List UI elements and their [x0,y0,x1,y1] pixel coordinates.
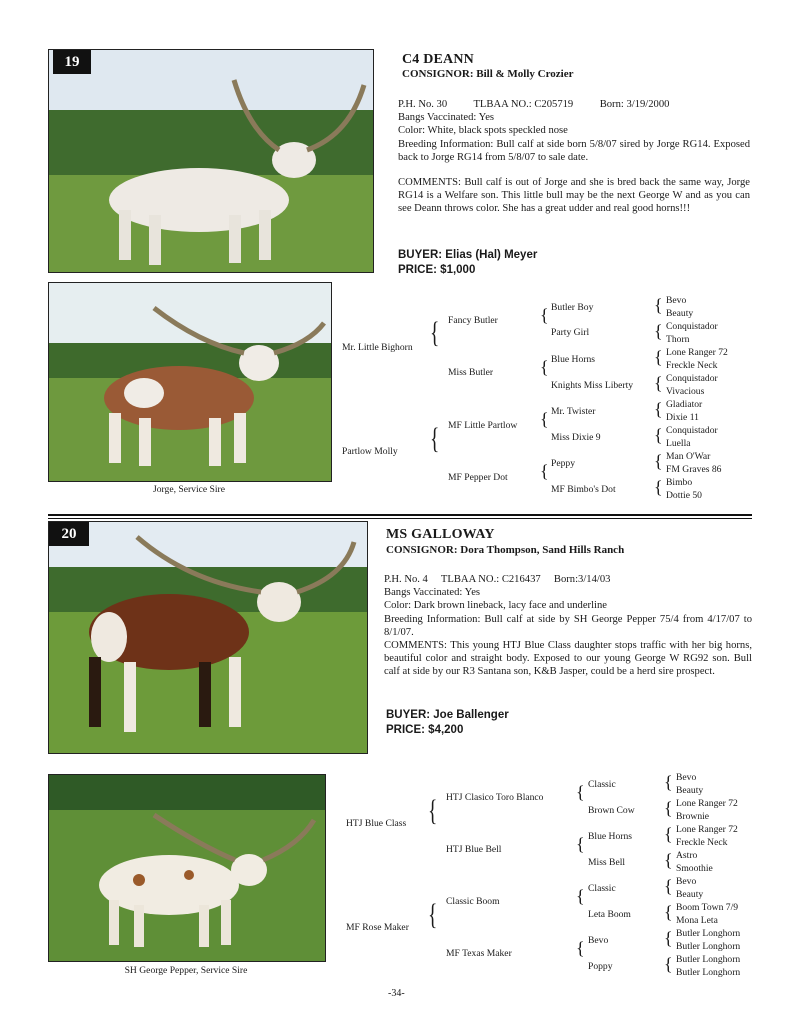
brace: { [654,477,663,497]
price: PRICE: $4,200 [386,724,464,736]
pedigree-gen3: Mr. Twister [551,406,596,417]
pedigree-gen4: Freckle Neck [666,360,718,371]
sire-photo-jorge [48,282,332,482]
pedigree-gen4: Freckle Neck [676,837,728,848]
pedigree-gen4: Bevo [676,772,697,783]
pedigree-gen4: Bimbo [666,477,693,488]
comments: COMMENTS: Bull calf is out of Jorge and she is bred back the same way, Jorge RG14 is a Welfare son. This little bull may be the next George W and as you can see Deann throws color. She has a great udder and real good horns!!! [398,177,750,215]
lot-number-badge: 19 [53,50,91,74]
lot-title: MS GALLOWAY [386,527,495,542]
pedigree-gen3: Leta Boom [588,909,631,920]
pedigree-gen4: Lone Ranger 72 [666,347,728,358]
pedigree-gen4: Dixie 11 [666,412,699,423]
sire-caption: SH George Pepper, Service Sire [124,965,248,976]
pedigree-gen2: Miss Butler [448,367,494,378]
brace: { [654,425,663,445]
brace: { [664,772,673,792]
pedigree-gen4: Beauty [676,785,704,796]
brace: { [428,898,438,931]
brace: { [664,824,673,844]
brace: { [540,305,549,325]
brace: { [664,954,673,974]
pedigree-gen4: Conquistador [666,425,718,436]
cow-photo-deann [48,49,374,273]
pedigree-sire: Mr. Little Bighorn [342,342,413,353]
pedigree-gen3: Blue Horns [551,354,595,365]
pedigree-gen2: HTJ Blue Bell [446,844,502,855]
pedigree-gen2: Fancy Butler [448,315,498,326]
breeding-information: Breeding Information: Bull calf at side born 5/8/07 sired by Jorge RG14. Exposed back to Jorge RG14 from 5/8/07 to sale date. [398,138,750,163]
brace: { [540,461,549,481]
pedigree-gen4: Boom Town 7/9 [676,902,739,913]
pedigree-gen4: Smoothie [676,863,713,874]
pedigree-gen3: Miss Dixie 9 [551,432,601,443]
brace: { [654,373,663,393]
pedigree-sire: HTJ Blue Class [346,818,407,829]
color-description: Color: White, black spots speckled nose [398,125,568,137]
buyer: BUYER: Joe Ballenger [386,709,509,721]
buyer: BUYER: Elias (Hal) Meyer [398,249,538,261]
pedigree-gen3: Brown Cow [588,805,635,816]
consignor: CONSIGNOR: Bill & Molly Crozier [402,68,574,80]
brace: { [576,834,585,854]
page-number: -34- [388,988,405,999]
section-divider [48,514,752,516]
pedigree-gen4: Butler Longhorn [676,941,741,952]
pedigree-gen4: Butler Longhorn [676,954,741,965]
pedigree-gen2: MF Little Partlow [448,420,518,431]
pedigree-gen4: Lone Ranger 72 [676,798,738,809]
section-divider [48,518,752,519]
brace: { [664,876,673,896]
brace: { [540,409,549,429]
pedigree-gen3: MF Bimbo's Dot [551,484,616,495]
lot-details [384,573,752,679]
brace: { [654,399,663,419]
pedigree-gen4: Beauty [666,308,694,319]
pedigree-gen3: Knights Miss Liberty [551,380,634,391]
bangs-vaccinated: Bangs Vaccinated: Yes [398,112,495,124]
registration-line: P.H. No. 4 TLBAA NO.: C216437 Born:3/14/03 [384,574,611,585]
pedigree-gen3: Poppy [588,961,613,972]
pedigree-gen4: Mona Leta [676,915,718,926]
lot-details [398,98,750,216]
bangs-vaccinated: Bangs Vaccinated: Yes [384,587,481,599]
pedigree-gen3: Classic [588,883,616,894]
brace: { [430,316,440,349]
brace: { [654,451,663,471]
pedigree-gen3: Classic [588,779,616,790]
pedigree-gen4: Luella [666,438,691,449]
pedigree-gen4: Bevo [676,876,697,887]
pedigree-gen3: Bevo [588,935,609,946]
pedigree-gen4: Brownie [676,811,710,822]
pedigree-gen3: Blue Horns [588,831,632,842]
brace: { [576,938,585,958]
pedigree-dam: Partlow Molly [342,446,398,457]
brace: { [576,782,585,802]
registration-line: P.H. No. 30 TLBAA NO.: C205719 Born: 3/19/2000 [398,99,670,110]
breeding-information: Breeding Information: Bull calf at side by SH George Pepper 75/4 from 4/17/07 to 8/1/07. [384,613,752,638]
pedigree-gen4: Lone Ranger 72 [676,824,738,835]
pedigree-gen4: Dottie 50 [666,490,702,501]
price: PRICE: $1,000 [398,264,476,276]
brace: { [430,422,440,455]
lot-number-badge: 20 [49,522,89,546]
pedigree-gen4: Man O'War [666,451,711,462]
brace: { [654,321,663,341]
brace: { [664,902,673,922]
pedigree-gen4: Vivacious [666,386,705,397]
brace: { [664,798,673,818]
pedigree-gen4: Butler Longhorn [676,967,741,978]
pedigree-gen2: MF Texas Maker [446,948,512,959]
lot-title: C4 DEANN [402,52,474,67]
brace: { [664,850,673,870]
cow-photo-ms-galloway [48,521,368,754]
brace: { [654,347,663,367]
color-description: Color: Dark brown lineback, lacy face and underline [384,600,607,612]
pedigree-gen4: Conquistador [666,321,718,332]
sire-caption: Jorge, Service Sire [152,484,226,495]
pedigree-gen3: Peppy [551,458,575,469]
pedigree-gen4: Thorn [666,334,690,345]
pedigree-gen3: Butler Boy [551,302,594,313]
pedigree-dam: MF Rose Maker [346,922,409,933]
brace: { [428,794,438,827]
brace: { [540,357,549,377]
pedigree-gen2: HTJ Clasico Toro Blanco [446,792,544,803]
pedigree-gen2: MF Pepper Dot [448,472,508,483]
pedigree-gen4: Conquistador [666,373,718,384]
pedigree-gen4: Beauty [676,889,704,900]
pedigree-gen4: FM Graves 86 [666,464,722,475]
pedigree-gen3: Party Girl [551,327,590,338]
pedigree-gen4: Butler Longhorn [676,928,741,939]
pedigree-gen4: Gladiator [666,399,703,410]
pedigree-gen4: Bevo [666,295,687,306]
pedigree-gen4: Astro [676,850,698,861]
brace: { [576,886,585,906]
brace: { [664,928,673,948]
sire-photo-sh-george-pepper [48,774,326,962]
consignor: CONSIGNOR: Dora Thompson, Sand Hills Ranch [386,544,625,556]
pedigree-gen3: Miss Bell [588,857,626,868]
brace: { [654,295,663,315]
pedigree-gen2: Classic Boom [446,896,500,907]
comments: COMMENTS: This young HTJ Blue Class daughter stops traffic with her big horns, beautiful color and straight body. Exposed to our young George W RG92 son. Bull calf at side by our R3 Santana son, K&B Jasper, could be a herd sire prospect. [384,640,752,678]
